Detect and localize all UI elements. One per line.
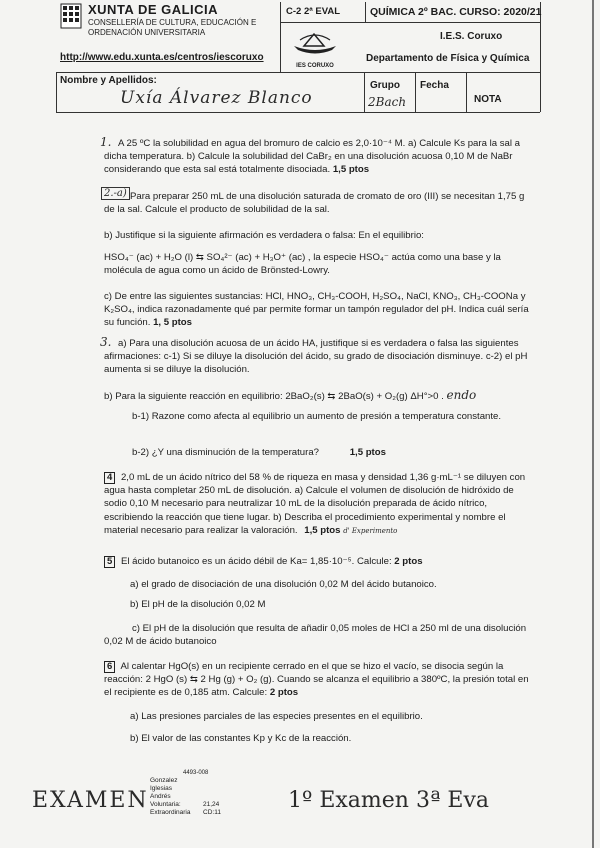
q1-points: 1,5 ptos xyxy=(332,164,370,176)
question-3a: a) Para una disolución acuosa de un ácido HA, justifique si es verdadera o falsa las siguientes afirmaciones: c-1) Si se diluye la disolución del ácido, su grado de disociación disminuye. c-2) el pH aumenta si se diluye la disolución. xyxy=(104,338,528,376)
q4-number: 4 xyxy=(104,472,115,484)
institution-block xyxy=(60,2,278,37)
question-5a: a) el grado de disociación de una disolución 0,02 M del ácido butanoico. xyxy=(130,579,437,590)
org-name: XUNTA DE GALICIA xyxy=(88,2,219,17)
handwritten-examen: EXAMEN xyxy=(32,788,149,813)
q3-mark: 3. xyxy=(100,335,112,349)
question-5c: c) El pH de la disolución que resulta de añadir 0,05 moles de HCl a 250 ml de una disolución 0,02 M de ácido butanoico xyxy=(104,623,527,648)
date-label: Fecha xyxy=(420,80,449,91)
grade-label: NOTA xyxy=(474,94,502,105)
school-name: I.E.S. Coruxo xyxy=(440,31,503,42)
q2-mark: 2.-a) xyxy=(101,187,130,200)
q1-mark: 1. xyxy=(100,135,112,149)
q4-handwritten-note: d' Experimento xyxy=(343,526,398,535)
question-2c xyxy=(104,290,536,330)
question-1 xyxy=(104,137,536,177)
scan-edge xyxy=(592,0,594,848)
galicia-crest-icon xyxy=(60,3,82,29)
q6-text: Al calentar HgO(s) en un recipiente cerrado en el que se hizo el vacío, se disocia según la reacción: 2 HgO (s) ⇆ 2 Hg (g) + O₂ (g). Cuando se alcanza el equilibrio a 380ºC, la presión total en el recipiente es de 0,185 atm. Calcule: xyxy=(104,661,529,699)
stamp-value-1: 21,24 xyxy=(203,801,220,808)
stamp-line-1: Gonzalez xyxy=(150,777,178,784)
question-5 xyxy=(104,555,536,568)
q6-number: 6 xyxy=(104,661,115,673)
q3b-text: b) Para la siguiente reacción en equilibrio: 2BaO₂(s) ⇆ 2BaO(s) + O₂(g) ΔH°>0 . xyxy=(104,391,444,402)
question-2b-intro: b) Justifique si la siguiente afirmación es verdadera o falsa: En el equilibrio: xyxy=(104,230,424,241)
group-value: 2Bach xyxy=(368,95,407,109)
q4-text: 2,0 mL de un ácido nítrico del 58 % de riqueza en masa y densidad 1,36 g·mL⁻¹ se diluyen con agua hasta completar 250 mL de disolución. a) Calcule el volumen de disolución de hidróxido de sodio 0,10 M necesario para neutralizar 10 mL de la disolución preparada de ácido nítrico, escribiendo la reacción que tiene lugar. b) Describa el procedimiento experimental y nombre el material necesario para realizar la valoración. xyxy=(104,472,526,536)
q5-text: El ácido butanoico es un ácido débil de Ka= 1,85·10⁻⁵. Calcule: xyxy=(120,556,392,567)
question-6a: a) Las presiones parciales de las especies presentes en el equilibrio. xyxy=(130,711,423,722)
q6-points: 2 ptos xyxy=(269,687,299,699)
q5-number: 5 xyxy=(104,556,115,568)
q3-points: 1,5 ptos xyxy=(349,447,386,458)
consellaria-name: CONSELLERÍA DE CULTURA, EDUCACIÓN E ORDENACIÓN UNIVERSITARIA xyxy=(88,18,257,37)
stamp-line-2: Iglesias xyxy=(150,785,173,792)
group-label: Grupo xyxy=(370,80,400,91)
q3b2-text: b-2) ¿Y una disminución de la temperatura? xyxy=(132,447,320,458)
q2c-points: 1, 5 ptos xyxy=(153,317,192,329)
q3b-handwritten-note: endo xyxy=(446,388,477,402)
stamp-line-4: Voluntaria: xyxy=(150,801,181,808)
name-label: Nombre y Apellidos: xyxy=(60,75,157,86)
stamp-code: 4493-008 xyxy=(183,770,209,776)
question-5b: b) El pH de la disolución 0,02 M xyxy=(130,599,266,610)
course-code: C-2 2ª EVAL xyxy=(286,6,341,17)
q2c-text: c) De entre las siguientes sustancias: HCl, HNO₃, CH₃-COOH, H₂SO₄, NaCl, KNO₃, CH₃-COONa y K₂SO₄, indica razonadamente qué par permite formar un tampón regulador del pH. Indica cuál sería su función. xyxy=(104,291,529,329)
stamp-line-3: Andrés xyxy=(150,793,171,800)
q1-text: A 25 ºC la solubilidad en agua del bromuro de calcio es 2,0·10⁻⁴ M. a) Calcule Ks para la sal a dicha temperatura. b) Calcule la solubilidad del CaBr₂ en una disolución acuosa 0,10 M de NaBr considerando que esta sal está totalmente disociada. xyxy=(104,138,520,176)
school-url: http://www.edu.xunta.es/centros/iescoruxo xyxy=(60,52,264,63)
ies-logo-text: IES CORUXO xyxy=(296,63,334,69)
ies-coruxo-logo xyxy=(290,28,340,68)
question-2a: Para preparar 250 mL de una disolución saturada de cromato de oro (III) se necesitan 1,75 g de la sal. Calcule el producto de solubilidad de la sal. xyxy=(104,191,525,216)
boat-logo-icon xyxy=(290,28,340,60)
department-name: Departamento de Física y Química xyxy=(366,53,530,64)
question-3b xyxy=(104,389,536,403)
question-4 xyxy=(104,471,536,538)
question-3b1: b-1) Razone como afecta al equilibrio un aumento de presión a temperatura constante. xyxy=(132,411,502,422)
q5-points: 2 ptos xyxy=(394,556,423,567)
question-6b: b) El valor de las constantes Kp y Kc de la reacción. xyxy=(130,733,352,744)
stamp-value-2: CD:11 xyxy=(203,809,221,816)
question-6 xyxy=(104,660,536,700)
stamp-line-5: Extraordinaria xyxy=(150,809,191,816)
question-2b-equation: HSO₄⁻ (ac) + H₂O (l) ⇆ SO₄²⁻ (ac) + H₃O⁺ (ac) , la especie HSO₄⁻ actúa como una base y la molécula de agua como un ácido de Brönsted-Lowry. xyxy=(104,252,501,277)
student-name: Uxía Álvarez Blanco xyxy=(120,88,313,108)
subject-title: QUÍMICA 2º BAC. CURSO: 2020/21 xyxy=(370,6,542,18)
handwritten-exam-title: 1º Examen 3ª Eva xyxy=(288,788,490,813)
question-3b2 xyxy=(132,446,432,459)
q4-points: 1,5 ptos xyxy=(304,524,341,536)
